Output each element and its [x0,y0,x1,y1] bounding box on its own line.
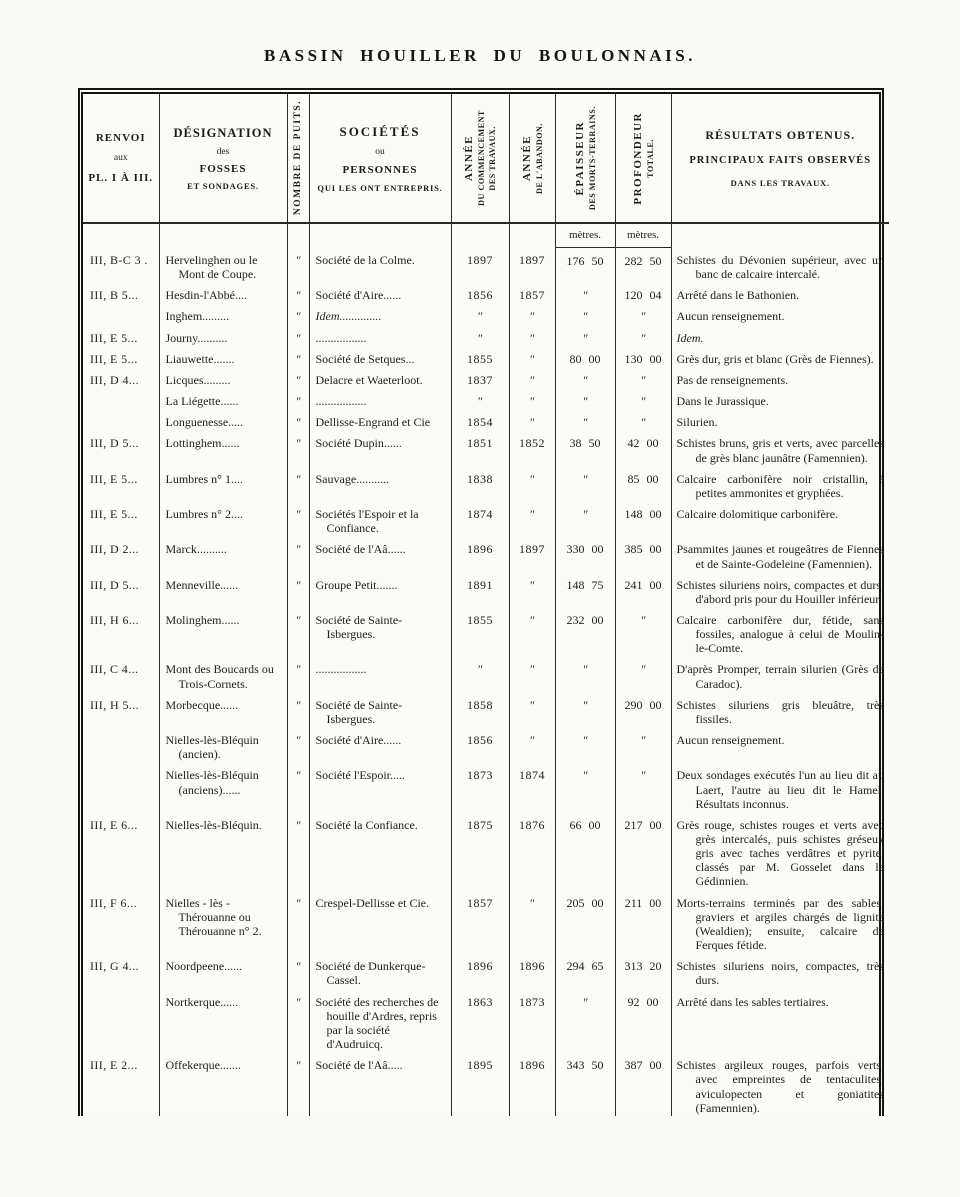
cell-nombre-puits: ″ [287,388,309,409]
cell-societe: ................. [309,325,451,346]
cell-profondeur: 241 00 [615,572,671,607]
cell-annee-abandon: ″ [509,692,555,727]
cell-designation: Nortkerque...... [159,989,287,1053]
cell-resultats: D'après Promper, terrain silurien (Grès de Caradoc). [671,656,889,691]
cell-epaisseur: 294 65 [555,953,615,988]
cell-societe: Société d'Aire...... [309,727,451,762]
cell-societe: Société de Dunkerque-Cassel. [309,953,451,988]
cell-resultats: Deux sondages exécutés l'un au lieu dit au Laert, l'autre au lieu dit le Hamel. Résultats inconnus. [671,762,889,811]
cell-designation: Nielles-lès-Bléquin. [159,812,287,890]
cell-annee-commencement: 1863 [451,989,509,1053]
table-row [83,282,889,303]
cell-profondeur: 313 20 [615,953,671,988]
cell-renvoi: III, D 5... [90,436,140,451]
cell-annee-abandon: ″ [509,727,555,762]
cell-resultats: Aucun renseignement. [671,303,889,324]
header-designation-line2: des [216,146,230,157]
cell-profondeur: 42 00 [615,430,671,465]
cell-annee-commencement: 1897 [451,247,509,282]
cell-epaisseur: 176 50 [555,247,615,282]
cell-annee-commencement: 1896 [451,953,509,988]
cell-resultats: Morts-terrains terminés par des sables, graviers et argiles chargés de lignite (Wealdien); ensuite, calcaire de Ferques fétide. [671,890,889,954]
cell-resultats: Aucun renseignement. [671,727,889,762]
cell-nombre-puits: ″ [287,303,309,324]
cell-annee-commencement: 1896 [451,536,509,571]
cell-annee-abandon: 1857 [509,282,555,303]
cell-nombre-puits: ″ [287,536,309,571]
table-row [83,762,889,811]
cell-annee-commencement: 1858 [451,692,509,727]
cell-renvoi: III, H 5... [90,697,140,712]
table-row [83,607,889,656]
cell-designation: Offekerque....... [159,1052,287,1116]
cell-societe: Idem.............. [309,303,451,324]
cell-renvoi: III, E 6... [90,817,138,832]
cell-annee-commencement: 1891 [451,572,509,607]
cell-renvoi: III, E 5... [90,351,138,366]
cell-designation: Lumbres n° 2.... [159,501,287,536]
cell-nombre-puits: ″ [287,953,309,988]
table-row [83,430,889,465]
cell-profondeur: ″ [615,325,671,346]
cell-resultats: Dans le Jurassique. [671,388,889,409]
table-row [83,656,889,691]
cell-resultats: Psammites jaunes et rougeâtres de Fiennes et de Sainte-Godeleine (Famennien). [671,536,889,571]
cell-profondeur: 290 00 [615,692,671,727]
header-designation-line1: DÉSIGNATION [173,125,273,140]
cell-societe: Société de l'Aâ..... [309,1052,451,1116]
cell-nombre-puits: ″ [287,989,309,1053]
cell-nombre-puits: ″ [287,346,309,367]
table-row [83,409,889,430]
cell-annee-abandon: ″ [509,656,555,691]
cell-designation: Inghem......... [159,303,287,324]
table-row [83,572,889,607]
cell-societe: Sociétés l'Espoir et la Confiance. [309,501,451,536]
cell-societe: Société de la Colme. [309,247,451,282]
cell-annee-abandon: ″ [509,303,555,324]
cell-resultats: Grès rouge, schistes rouges et verts avec grès intercalés, puis schistes gréseux gris avec taches verdâtres et pyrite, classés par M. Gosselet dans le Gédinnien. [671,812,889,890]
cell-designation: Licques......... [159,367,287,388]
cell-annee-commencement: 1856 [451,282,509,303]
table-frame [78,88,884,1116]
cell-renvoi [83,727,159,762]
cell-societe: Société la Confiance. [309,812,451,890]
table-row [83,388,889,409]
cell-resultats: Schistes du Dévonien supérieur, avec un banc de calcaire intercalé. [671,247,889,282]
cell-designation: Nielles-lès-Bléquin (ancien). [159,727,287,762]
cell-annee-abandon: ″ [509,501,555,536]
table-row [83,890,889,954]
cell-profondeur: ″ [615,303,671,324]
cell-renvoi: III, E 5... [90,330,138,345]
cell-annee-abandon: 1876 [509,812,555,890]
cell-renvoi: III, E 5... [90,471,138,486]
cell-resultats: Idem. [671,325,889,346]
cell-resultats: Grès dur, gris et blanc (Grès de Fiennes). [671,346,889,367]
header-renvoi-line3: PL. I À III. [88,172,154,184]
cell-societe: ................. [309,656,451,691]
cell-societe: Crespel-Dellisse et Cie. [309,890,451,954]
cell-annee-commencement: 1873 [451,762,509,811]
table-header-row [83,94,889,223]
cell-nombre-puits: ″ [287,282,309,303]
cell-nombre-puits: ″ [287,656,309,691]
header-nombre-puits-label: NOMBRE DE PUITS. [293,100,303,216]
cell-renvoi: III, D 4... [90,372,140,387]
cell-epaisseur: ″ [555,367,615,388]
cell-designation: Molinghem...... [159,607,287,656]
cell-nombre-puits: ″ [287,812,309,890]
cell-resultats: Arrêté dans les sables tertiaires. [671,989,889,1053]
cell-designation: Marck.......... [159,536,287,571]
cell-nombre-puits: ″ [287,572,309,607]
table-body [83,247,889,1116]
header-annee-abandon-word: ANNÉE [520,134,533,181]
header-epaisseur-line2: DES MORTS-TERRAINS. [587,105,597,211]
cell-designation: Liauwette....... [159,346,287,367]
header-annee-abandon [509,94,555,223]
header-designation [159,94,287,223]
cell-resultats: Arrêté dans le Bathonien. [671,282,889,303]
header-epaisseur-word: ÉPAISSEUR [573,120,586,196]
cell-epaisseur: 330 00 [555,536,615,571]
cell-annee-commencement: ″ [451,656,509,691]
cell-designation: Menneville...... [159,572,287,607]
cell-profondeur: 385 00 [615,536,671,571]
cell-annee-commencement: 1875 [451,812,509,890]
cell-renvoi: III, D 5... [90,577,140,592]
cell-resultats: Schistes siluriens noirs, compactes, très durs. [671,953,889,988]
cell-epaisseur: 232 00 [555,607,615,656]
header-renvoi-line1: RENVOI [95,132,146,144]
cell-designation: Nielles - lès - Thérouanne ou Thérouanne n° 2. [159,890,287,954]
cell-epaisseur: 66 00 [555,812,615,890]
cell-designation: Longuenesse..... [159,409,287,430]
cell-resultats: Schistes argileux rouges, parfois verts, avec empreintes de tentaculites, aviculopecten et goniatites (Famennien). [671,1052,889,1116]
table-row [83,989,889,1053]
cell-epaisseur: ″ [555,325,615,346]
cell-renvoi: III, E 5... [90,507,138,522]
header-renvoi-line2: aux [113,153,128,163]
table-row [83,247,889,282]
cell-resultats: Calcaire carbonifère noir cristallin, à petites ammonites et gryphées. [671,466,889,501]
cell-annee-commencement: 1838 [451,466,509,501]
cell-designation: Nielles-lès-Bléquin (anciens)...... [159,762,287,811]
cell-renvoi: III, F 6... [90,895,138,910]
cell-annee-abandon: 1897 [509,536,555,571]
header-nombre-puits [287,94,309,223]
table-row [83,466,889,501]
cell-profondeur: ″ [615,656,671,691]
cell-societe: Société de Sainte-Isbergues. [309,607,451,656]
cell-societe: Société d'Aire...... [309,282,451,303]
cell-epaisseur: ″ [555,409,615,430]
cell-nombre-puits: ″ [287,692,309,727]
cell-annee-commencement: 1856 [451,727,509,762]
cell-societe: Groupe Petit....... [309,572,451,607]
cell-profondeur: 92 00 [615,989,671,1053]
header-profondeur-word: PROFONDEUR [631,111,644,205]
cell-societe: Dellisse-Engrand et Cie [309,409,451,430]
cell-societe: Société de Sainte-Isbergues. [309,692,451,727]
cell-annee-commencement: 1854 [451,409,509,430]
cell-annee-commencement: 1874 [451,501,509,536]
cell-renvoi [83,303,159,324]
header-annee-abandon-line2: DE L'ABANDON. [534,122,544,194]
cell-renvoi: III, B 5... [90,288,139,303]
cell-societe: Sauvage........... [309,466,451,501]
header-annee-commencement [451,94,509,223]
metres-label-profondeur: mètres. [615,223,671,247]
cell-epaisseur: ″ [555,692,615,727]
table-row [83,346,889,367]
cell-annee-abandon: ″ [509,572,555,607]
cell-renvoi: III, B-C 3 . [90,253,148,267]
cell-annee-abandon: ″ [509,367,555,388]
cell-profondeur: 282 50 [615,247,671,282]
cell-renvoi: III, G 4... [90,959,140,974]
cell-annee-commencement: 1857 [451,890,509,954]
cell-designation: La Liégette...... [159,388,287,409]
cell-epaisseur: ″ [555,303,615,324]
cell-societe: ................. [309,388,451,409]
cell-designation: Noordpeene...... [159,953,287,988]
cell-resultats: Calcaire dolomitique carbonifère. [671,501,889,536]
cell-annee-abandon: ″ [509,346,555,367]
cell-epaisseur: ″ [555,501,615,536]
cell-nombre-puits: ″ [287,466,309,501]
cell-designation: Lumbres n° 1.... [159,466,287,501]
cell-annee-commencement: ″ [451,303,509,324]
table-row [83,325,889,346]
cell-nombre-puits: ″ [287,409,309,430]
header-designation-line3: FOSSES [199,162,247,175]
cell-renvoi: III, D 2... [90,542,140,557]
cell-designation: Hesdin-l'Abbé.... [159,282,287,303]
header-societes-line4: QUI LES ONT ENTREPRIS. [317,182,443,193]
header-annee-commencement-word: ANNÉE [463,134,475,181]
cell-profondeur: 130 00 [615,346,671,367]
cell-resultats: Schistes bruns, gris et verts, avec parcelles de grès blanc jaunâtre (Famennien). [671,430,889,465]
metres-label-epaisseur: mètres. [555,223,615,247]
cell-profondeur: 85 00 [615,466,671,501]
cell-annee-abandon: 1874 [509,762,555,811]
cell-epaisseur: ″ [555,727,615,762]
header-resultats-line1: RÉSULTATS OBTENUS. [705,128,856,142]
cell-nombre-puits: ″ [287,367,309,388]
cell-nombre-puits: ″ [287,890,309,954]
cell-epaisseur: ″ [555,282,615,303]
cell-epaisseur: ″ [555,466,615,501]
cell-societe: Société de l'Aâ...... [309,536,451,571]
cell-annee-abandon: ″ [509,409,555,430]
cell-renvoi [83,409,159,430]
cell-renvoi: III, H 6... [90,612,140,627]
table-row [83,727,889,762]
cell-societe: Delacre et Waeterloot. [309,367,451,388]
cell-renvoi [83,762,159,811]
cell-societe: Société des recherches de houille d'Ardres, repris par la société d'Audruicq. [309,989,451,1053]
table-row [83,303,889,324]
header-annee-commencement-line3: DES TRAVAUX. [488,125,497,191]
cell-epaisseur: 38 50 [555,430,615,465]
cell-resultats: Pas de renseignements. [671,367,889,388]
cell-profondeur: 148 00 [615,501,671,536]
cell-designation: Hervelinghen ou le Mont de Coupe. [159,247,287,282]
cell-nombre-puits: ″ [287,1052,309,1116]
table-row [83,501,889,536]
cell-annee-abandon: ″ [509,607,555,656]
cell-designation: Mont des Boucards ou Trois-Cornets. [159,656,287,691]
table-row [83,812,889,890]
table-row [83,1052,889,1116]
cell-annee-commencement: 1855 [451,607,509,656]
cell-nombre-puits: ″ [287,430,309,465]
cell-designation: Morbecque...... [159,692,287,727]
cell-profondeur: 120 04 [615,282,671,303]
table-row [83,953,889,988]
cell-profondeur: ″ [615,762,671,811]
table-row [83,367,889,388]
cell-resultats: Schistes siluriens noirs, compactes et durs, d'abord pris pour du Houiller inférieur. [671,572,889,607]
header-annee-commencement-line2: DU COMMENCEMENT [477,110,486,206]
header-designation-line4: ET SONDAGES. [187,180,259,191]
cell-profondeur: ″ [615,388,671,409]
cell-societe: Société l'Espoir..... [309,762,451,811]
page-title: BASSIN HOUILLER DU BOULONNAIS. [264,46,696,65]
metres-subheader-row [83,223,889,247]
cell-epaisseur: ″ [555,989,615,1053]
cell-epaisseur: 205 00 [555,890,615,954]
cell-nombre-puits: ″ [287,762,309,811]
cell-nombre-puits: ″ [287,727,309,762]
cell-resultats: Silurien. [671,409,889,430]
cell-annee-commencement: 1895 [451,1052,509,1116]
cell-renvoi: III, E 2... [90,1058,138,1073]
cell-nombre-puits: ″ [287,501,309,536]
cell-epaisseur: 148 75 [555,572,615,607]
cell-resultats: Calcaire carbonifère dur, fétide, sans fossiles, analogue à celui de Moulin-le-Comte. [671,607,889,656]
header-societes [309,94,451,223]
cell-annee-abandon: ″ [509,388,555,409]
cell-annee-commencement: ″ [451,325,509,346]
cell-nombre-puits: ″ [287,607,309,656]
header-resultats [671,94,889,223]
cell-annee-abandon: 1896 [509,953,555,988]
cell-designation: Lottinghem...... [159,430,287,465]
header-profondeur-line2: TOTALE. [645,138,655,178]
borings-table [83,94,889,1116]
cell-profondeur: 217 00 [615,812,671,890]
cell-annee-abandon: ″ [509,325,555,346]
cell-annee-commencement: ″ [451,388,509,409]
table-row [83,536,889,571]
cell-profondeur: ″ [615,367,671,388]
cell-annee-abandon: 1896 [509,1052,555,1116]
header-profondeur [615,94,671,223]
cell-profondeur: 211 00 [615,890,671,954]
header-societes-line1: SOCIÉTÉS [339,123,421,139]
header-societes-line2: ou [375,146,385,157]
cell-renvoi: III, C 4... [90,662,139,677]
cell-annee-abandon: 1852 [509,430,555,465]
cell-annee-abandon: ″ [509,890,555,954]
header-societes-line3: PERSONNES [342,163,418,176]
header-epaisseur [555,94,615,223]
cell-renvoi [83,989,159,1053]
table-row [83,692,889,727]
cell-epaisseur: 80 00 [555,346,615,367]
cell-nombre-puits: ″ [287,325,309,346]
cell-epaisseur: ″ [555,762,615,811]
header-resultats-line2: PRINCIPAUX FAITS OBSERVÉS [689,155,872,166]
cell-profondeur: ″ [615,607,671,656]
header-resultats-line3: DANS LES TRAVAUX. [730,178,830,188]
cell-societe: Société Dupin...... [309,430,451,465]
cell-epaisseur: ″ [555,656,615,691]
cell-resultats: Schistes siluriens gris bleuâtre, très fissiles. [671,692,889,727]
cell-annee-abandon: 1873 [509,989,555,1053]
cell-annee-commencement: 1851 [451,430,509,465]
cell-renvoi [83,388,159,409]
cell-annee-abandon: 1897 [509,247,555,282]
cell-epaisseur: ″ [555,388,615,409]
cell-epaisseur: 343 50 [555,1052,615,1116]
cell-profondeur: ″ [615,727,671,762]
cell-nombre-puits: ″ [287,247,309,282]
cell-profondeur: ″ [615,409,671,430]
cell-profondeur: 387 00 [615,1052,671,1116]
header-renvoi [83,94,159,223]
cell-annee-abandon: ″ [509,466,555,501]
cell-annee-commencement: 1837 [451,367,509,388]
cell-societe: Société de Setques... [309,346,451,367]
cell-designation: Journy.......... [159,325,287,346]
cell-annee-commencement: 1855 [451,346,509,367]
